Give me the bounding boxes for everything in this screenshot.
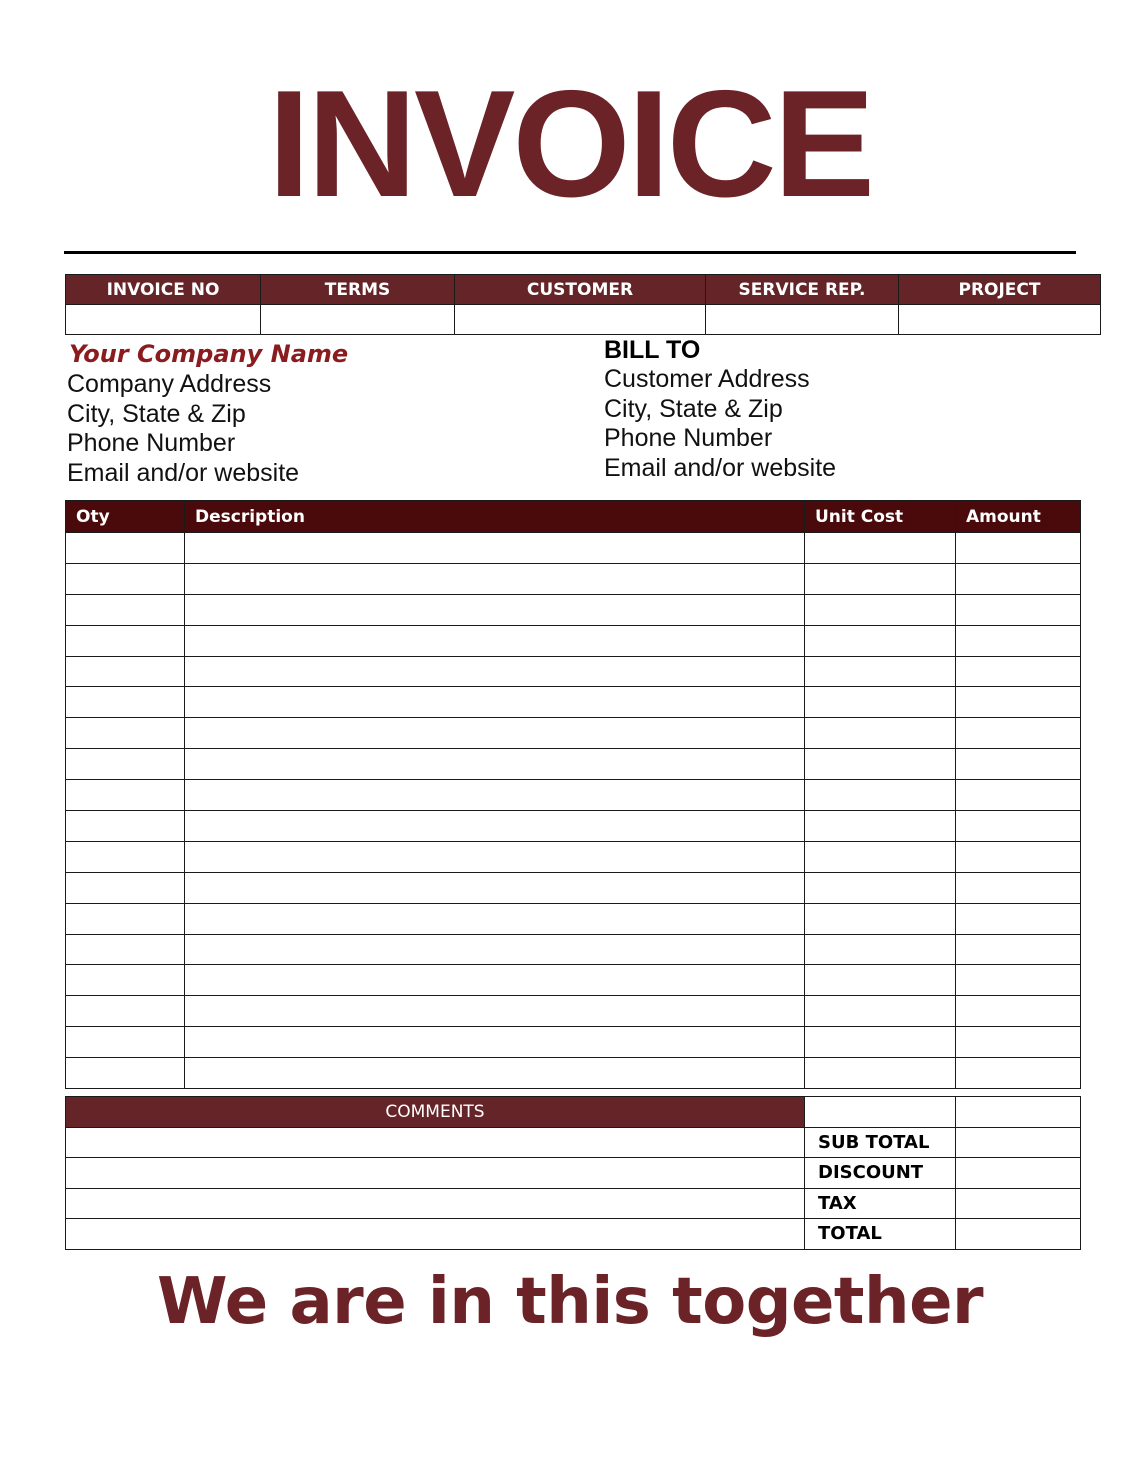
- tax-label: TAX: [805, 1188, 956, 1219]
- unit-cost-cell[interactable]: [805, 718, 956, 749]
- description-cell[interactable]: [185, 965, 805, 996]
- description-cell[interactable]: [185, 656, 805, 687]
- qty-cell[interactable]: [66, 934, 185, 965]
- customer-email: Email and/or website: [604, 453, 837, 482]
- qty-cell[interactable]: [66, 872, 185, 903]
- qty-cell[interactable]: [66, 841, 185, 872]
- unit-cost-cell[interactable]: [805, 1058, 956, 1089]
- customer-field[interactable]: [455, 305, 706, 335]
- comment-line[interactable]: [66, 1158, 805, 1189]
- terms-field[interactable]: [261, 305, 455, 335]
- tax-value[interactable]: [956, 1188, 1081, 1219]
- description-cell[interactable]: [185, 841, 805, 872]
- invoice-title: INVOICE: [268, 59, 872, 229]
- amount-header: Amount: [956, 501, 1081, 533]
- customer-phone: Phone Number: [604, 424, 773, 452]
- description-cell[interactable]: [185, 811, 805, 842]
- description-cell[interactable]: [185, 625, 805, 656]
- qty-cell[interactable]: [66, 533, 185, 564]
- table-row: [66, 656, 1081, 687]
- table-row: [66, 625, 1081, 656]
- amount-cell[interactable]: [956, 903, 1081, 934]
- table-row: [66, 1027, 1081, 1058]
- customer-header: CUSTOMER: [455, 275, 706, 305]
- amount-cell[interactable]: [956, 594, 1081, 625]
- unit-cost-cell[interactable]: [805, 594, 956, 625]
- unit-cost-cell[interactable]: [805, 996, 956, 1027]
- table-row: [66, 965, 1081, 996]
- table-row: [66, 533, 1081, 564]
- amount-cell[interactable]: [956, 563, 1081, 594]
- table-row: [66, 594, 1081, 625]
- unit-cost-cell[interactable]: [805, 841, 956, 872]
- description-cell[interactable]: [185, 872, 805, 903]
- qty-cell[interactable]: [66, 656, 185, 687]
- amount-cell[interactable]: [956, 749, 1081, 780]
- description-cell[interactable]: [185, 533, 805, 564]
- description-cell[interactable]: [185, 1058, 805, 1089]
- unit-cost-cell[interactable]: [805, 749, 956, 780]
- qty-cell[interactable]: [66, 563, 185, 594]
- unit-cost-cell[interactable]: [805, 934, 956, 965]
- qty-cell[interactable]: [66, 718, 185, 749]
- customer-address: Customer Address: [604, 365, 810, 393]
- sub-total-label: SUB TOTAL: [805, 1127, 956, 1158]
- table-row: [66, 996, 1081, 1027]
- table-row: [66, 903, 1081, 934]
- qty-cell[interactable]: [66, 687, 185, 718]
- line-items-table: [65, 500, 1081, 1089]
- unit-cost-cell[interactable]: [805, 872, 956, 903]
- table-row: [66, 563, 1081, 594]
- amount-cell[interactable]: [956, 687, 1081, 718]
- unit-cost-header: Unit Cost: [805, 501, 956, 533]
- company-address: Company Address: [67, 370, 272, 398]
- amount-cell[interactable]: [956, 533, 1081, 564]
- description-cell[interactable]: [185, 687, 805, 718]
- amount-cell[interactable]: [956, 996, 1081, 1027]
- unit-cost-cell[interactable]: [805, 533, 956, 564]
- amount-cell[interactable]: [956, 872, 1081, 903]
- comment-line[interactable]: [66, 1219, 805, 1250]
- comment-line[interactable]: [66, 1127, 805, 1158]
- unit-cost-cell[interactable]: [805, 687, 956, 718]
- qty-cell[interactable]: [66, 780, 185, 811]
- description-cell[interactable]: [185, 934, 805, 965]
- table-row: [66, 687, 1081, 718]
- amount-cell[interactable]: [956, 934, 1081, 965]
- unit-cost-cell[interactable]: [805, 811, 956, 842]
- customer-city: City, State & Zip: [604, 394, 783, 423]
- amount-cell[interactable]: [956, 718, 1081, 749]
- table-row: [66, 934, 1081, 965]
- comment-line[interactable]: [66, 1188, 805, 1219]
- project-header: PROJECT: [899, 275, 1101, 305]
- totals-blank-label: [805, 1097, 956, 1128]
- slogan: We are in this together: [156, 1265, 984, 1339]
- company-city: City, State & Zip: [67, 399, 246, 428]
- comments-header: COMMENTS: [66, 1097, 805, 1128]
- qty-cell[interactable]: [66, 903, 185, 934]
- sub-total-value[interactable]: [956, 1127, 1081, 1158]
- title-divider: [64, 251, 1076, 254]
- total-label: TOTAL: [805, 1219, 956, 1250]
- qty-cell[interactable]: [66, 965, 185, 996]
- table-row: [66, 718, 1081, 749]
- terms-header: TERMS: [261, 275, 455, 305]
- service-rep-field[interactable]: [706, 305, 899, 335]
- qty-cell[interactable]: [66, 749, 185, 780]
- invoice-no-field[interactable]: [66, 305, 261, 335]
- description-cell[interactable]: [185, 903, 805, 934]
- unit-cost-cell[interactable]: [805, 656, 956, 687]
- company-name: Your Company Name: [69, 340, 349, 368]
- amount-cell[interactable]: [956, 1058, 1081, 1089]
- unit-cost-cell[interactable]: [805, 1027, 956, 1058]
- amount-cell[interactable]: [956, 841, 1081, 872]
- discount-value[interactable]: [956, 1158, 1081, 1189]
- unit-cost-cell[interactable]: [805, 563, 956, 594]
- qty-cell[interactable]: [66, 625, 185, 656]
- qty-cell[interactable]: [66, 996, 185, 1027]
- description-cell[interactable]: [185, 718, 805, 749]
- discount-label: DISCOUNT: [805, 1158, 956, 1189]
- invoice-meta-table: [65, 274, 1101, 335]
- comments-totals-table: [65, 1096, 1081, 1250]
- total-value[interactable]: [956, 1219, 1081, 1250]
- description-cell[interactable]: [185, 749, 805, 780]
- amount-cell[interactable]: [956, 656, 1081, 687]
- amount-cell[interactable]: [956, 625, 1081, 656]
- table-row: [66, 811, 1081, 842]
- qty-cell[interactable]: [66, 1058, 185, 1089]
- bill-to-heading: BILL TO: [604, 336, 701, 364]
- bill-to-info: [604, 335, 836, 483]
- table-row: [66, 1058, 1081, 1089]
- qty-cell[interactable]: [66, 594, 185, 625]
- service-rep-header: SERVICE REP.: [706, 275, 899, 305]
- description-cell[interactable]: [185, 780, 805, 811]
- amount-cell[interactable]: [956, 780, 1081, 811]
- description-header: Description: [185, 501, 805, 533]
- table-row: [66, 872, 1081, 903]
- amount-cell[interactable]: [956, 1027, 1081, 1058]
- unit-cost-cell[interactable]: [805, 903, 956, 934]
- description-cell[interactable]: [185, 996, 805, 1027]
- qty-header: Oty: [66, 501, 185, 533]
- table-row: [66, 749, 1081, 780]
- description-cell[interactable]: [185, 594, 805, 625]
- table-row: [66, 780, 1081, 811]
- totals-blank-value[interactable]: [956, 1097, 1081, 1128]
- unit-cost-cell[interactable]: [805, 625, 956, 656]
- qty-cell[interactable]: [66, 1027, 185, 1058]
- amount-cell[interactable]: [956, 811, 1081, 842]
- table-row: [66, 841, 1081, 872]
- unit-cost-cell[interactable]: [805, 965, 956, 996]
- amount-cell[interactable]: [956, 965, 1081, 996]
- unit-cost-cell[interactable]: [805, 780, 956, 811]
- description-cell[interactable]: [185, 1027, 805, 1058]
- qty-cell[interactable]: [66, 811, 185, 842]
- company-phone: Phone Number: [67, 429, 236, 457]
- company-info: [67, 338, 348, 488]
- invoice-no-header: INVOICE NO: [66, 275, 261, 305]
- company-email: Email and/or website: [67, 458, 300, 487]
- project-field[interactable]: [899, 305, 1101, 335]
- description-cell[interactable]: [185, 563, 805, 594]
